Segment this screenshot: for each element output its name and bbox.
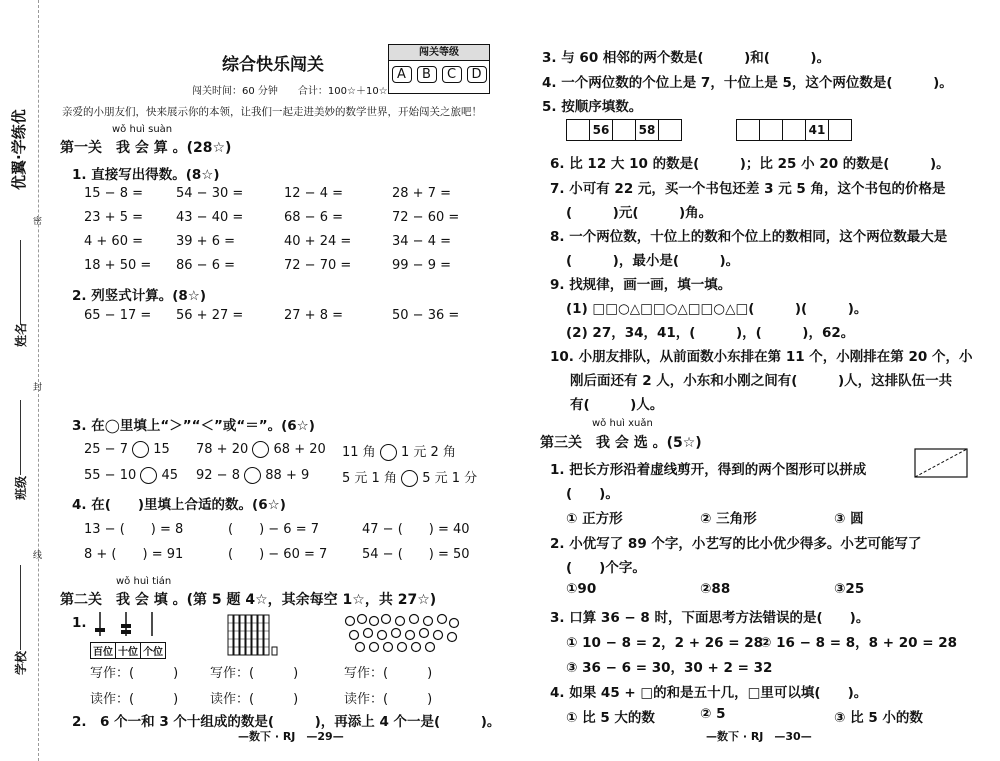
sec2-q9-2: (2) 27，34，41，( )，( )，62。 — [566, 325, 855, 341]
seal-mark-2: 封 — [33, 383, 43, 393]
sec2-q7-line1: 7. 小可有 22 元，买一个书包还差 3 元 5 角，这个书包的价格是 — [550, 181, 946, 197]
footer-right: —数下 · RJ —30— — [706, 730, 812, 743]
sec1-q4-title: 4. 在( )里填上合适的数。(6☆) — [72, 497, 286, 513]
sec2-q7-line2: ( )元( )角。 — [566, 205, 713, 221]
calc-item: 39 + 6 = — [176, 234, 235, 249]
calc-item: 23 + 5 = — [84, 210, 143, 225]
rank-star-b[interactable]: B — [417, 66, 437, 83]
calc-item: 12 − 4 = — [284, 186, 343, 201]
name-label: 姓名 — [14, 322, 28, 347]
seq-cell[interactable] — [736, 119, 760, 141]
read-blank[interactable]: 读作：( ) — [210, 692, 299, 707]
sec2-q1-num: 1. — [72, 615, 87, 631]
rectangle-figure — [914, 448, 968, 482]
rank-star-c[interactable]: C — [442, 66, 462, 83]
sec2-q10-line2: 刚后面还有 2 人，小东和小刚之间有( )人，这排队伍一共 — [570, 373, 953, 389]
class-blank[interactable] — [20, 400, 21, 475]
time-score-meta: 闯关时间：60 分钟 合计：100☆＋10☆ — [192, 86, 388, 97]
read-blank[interactable]: 读作：( ) — [90, 692, 179, 707]
compare-circle[interactable] — [252, 441, 269, 458]
seq-cell[interactable]: 56 — [589, 119, 613, 141]
sec1-pinyin: wǒ huì suàn — [112, 124, 173, 135]
sec2-q10-line3: 有( )人。 — [570, 397, 664, 413]
calc-item: 28 + 7 = — [392, 186, 451, 201]
calc-item: 34 − 4 = — [392, 234, 451, 249]
option-item[interactable]: ③ 圆 — [834, 511, 864, 527]
footer-left: —数下 · RJ —29— — [238, 730, 344, 743]
seq-cell[interactable] — [782, 119, 806, 141]
seq-cell[interactable] — [566, 119, 590, 141]
option-item[interactable]: ① 10 − 8 = 2，2 + 26 = 28 — [566, 635, 764, 651]
fill-item: ( ) − 60 = 7 — [228, 547, 328, 562]
seq-cell[interactable]: 41 — [805, 119, 829, 141]
sec2-q6: 6. 比 12 大 10 的数是( )；比 25 小 20 的数是( )。 — [550, 156, 950, 172]
calc-item: 72 − 70 = — [284, 258, 352, 273]
intro-text: 亲爱的小朋友们，快来展示你的本领，让我们一起走进美妙的数学世界，开始闯关之旅吧！ — [62, 106, 482, 118]
sec2-q9: 9. 找规律，画一画，填一填。 — [550, 277, 732, 293]
calc-item: 99 − 9 = — [392, 258, 451, 273]
brand-logo: 优翼·学练优 — [10, 109, 28, 190]
abacus-icon — [90, 612, 164, 638]
page-title: 综合快乐闯关 — [222, 55, 324, 75]
counting-cubes-figure — [226, 613, 280, 661]
rank-star-d[interactable]: D — [467, 66, 487, 83]
compare-right: 5 元 1 分 — [422, 471, 478, 486]
compare-item — [84, 441, 170, 458]
rank-star-a[interactable]: A — [392, 66, 412, 83]
seq-cell[interactable] — [759, 119, 783, 141]
sec2-q9-1: (1) □□○△□□○△□□○△□( )( )。 — [566, 301, 868, 317]
sec2-q5: 5. 按顺序填数。 — [542, 99, 643, 115]
option-item[interactable]: ②88 — [700, 581, 731, 597]
cubes-icon — [226, 613, 280, 657]
school-label: 学校 — [14, 650, 28, 675]
option-item[interactable]: ①90 — [566, 581, 597, 597]
compare-right: 45 — [161, 468, 179, 483]
compare-left: 5 元 1 角 — [342, 471, 397, 486]
compare-left: 55 − 10 — [84, 468, 137, 483]
compare-right: 1 元 2 角 — [400, 445, 456, 460]
sec1-q3-title: 3. 在◯里填上“＞”“＜”或“＝”。(6☆) — [72, 418, 315, 434]
vertical-calc-item: 27 + 8 = — [284, 308, 343, 323]
fill-item: 54 − ( ) = 50 — [362, 547, 470, 562]
sec3-q2-line1: 2. 小优写了 89 个字，小艺写的比小优少得多。小艺可能写了 — [550, 536, 922, 552]
calc-item: 72 − 60 = — [392, 210, 460, 225]
sec3-pinyin: wǒ huì xuǎn — [592, 418, 653, 429]
sec2-q8-line1: 8. 一个两位数，十位上的数和个位上的数相同，这个两位数最大是 — [550, 229, 948, 245]
write-blank[interactable]: 写作：( ) — [90, 666, 179, 681]
school-blank[interactable] — [20, 565, 21, 650]
calc-item: 18 + 50 = — [84, 258, 152, 273]
fill-item: ( ) − 6 = 7 — [228, 522, 320, 537]
sec3-q3: 3. 口算 36 − 8 时，下面思考方法错误的是( )。 — [550, 610, 870, 626]
fill-item: 13 − ( ) = 8 — [84, 522, 184, 537]
compare-right: 88 + 9 — [265, 468, 310, 483]
sec3-q2-line2: ( )个字。 — [566, 560, 646, 576]
vertical-calc-item: 65 − 17 = — [84, 308, 152, 323]
sec3-q1-line1: 1. 把长方形沿着虚线剪开，得到的两个图形可以拼成 — [550, 462, 867, 478]
option-item[interactable]: ② 16 − 8 = 8，8 + 20 = 28 — [760, 635, 958, 651]
vertical-calc-item: 50 − 36 = — [392, 308, 460, 323]
sec2-q4: 4. 一个两位数的个位上是 7，十位上是 5，这个两位数是( )。 — [542, 75, 953, 91]
sec3-title: 第三关 我 会 选 。(5☆) — [540, 435, 702, 451]
circles-icon — [344, 613, 464, 653]
name-blank[interactable] — [20, 240, 21, 325]
option-item[interactable]: ① 比 5 大的数 — [566, 710, 655, 726]
calc-item: 86 − 6 = — [176, 258, 235, 273]
calc-item: 54 − 30 = — [176, 186, 244, 201]
calc-item: 4 + 60 = — [84, 234, 143, 249]
sec1-q1-title: 1. 直接写出得数。(8☆) — [72, 167, 220, 183]
rectangle-dashed-icon — [914, 448, 968, 478]
compare-item — [196, 441, 326, 458]
compare-item — [84, 467, 178, 484]
compare-left: 25 − 7 — [84, 442, 128, 457]
seq-cell[interactable]: 58 — [635, 119, 659, 141]
fill-item: 47 − ( ) = 40 — [362, 522, 470, 537]
seq-cell[interactable] — [612, 119, 636, 141]
compare-left: 92 − 8 — [196, 468, 240, 483]
sec2-q8-line2: ( )，最小是( )。 — [566, 253, 740, 269]
rank-label: 闯关等级 — [389, 45, 489, 61]
option-item[interactable]: ② 三角形 — [700, 511, 757, 527]
abacus-figure — [90, 612, 166, 659]
write-blank[interactable]: 写作：( ) — [344, 666, 433, 681]
option-item[interactable]: ② 5 — [700, 706, 726, 722]
vertical-calc-item: 56 + 27 = — [176, 308, 244, 323]
sequence-boxes-1 — [566, 119, 681, 141]
compare-right: 68 + 20 — [273, 442, 326, 457]
calc-item: 68 − 6 = — [284, 210, 343, 225]
write-blank[interactable]: 写作：( ) — [210, 666, 299, 681]
compare-right: 15 — [153, 442, 170, 457]
compare-item — [196, 467, 309, 484]
compare-circle[interactable] — [380, 444, 397, 461]
compare-item — [342, 467, 477, 487]
sec1-q2-title: 2. 列竖式计算。(8☆) — [72, 288, 207, 304]
compare-circle[interactable] — [401, 470, 418, 487]
abacus-label: 百位 — [90, 642, 116, 659]
seal-mark-1: 密 — [33, 217, 43, 227]
option-item[interactable]: ① 正方形 — [566, 511, 623, 527]
compare-circle[interactable] — [132, 441, 149, 458]
seq-cell[interactable] — [828, 119, 852, 141]
abacus-label: 个位 — [141, 642, 166, 659]
read-blank[interactable]: 读作：( ) — [344, 692, 433, 707]
calc-item: 15 − 8 = — [84, 186, 143, 201]
counting-circles-figure — [344, 613, 464, 657]
compare-left: 11 角 — [342, 445, 376, 460]
calc-item: 43 − 40 = — [176, 210, 244, 225]
option-item[interactable]: ③25 — [834, 581, 865, 597]
sec3-q4: 4. 如果 45 + □的和是五十几，□里可以填( )。 — [550, 685, 868, 701]
compare-item — [342, 441, 456, 461]
seq-cell[interactable] — [658, 119, 682, 141]
compare-circle[interactable] — [140, 467, 157, 484]
seal-mark-3: 线 — [33, 551, 43, 561]
rank-box — [388, 44, 490, 94]
sec3-q1-line2: ( )。 — [566, 486, 619, 502]
sec1-title: 第一关 我 会 算 。(28☆) — [60, 140, 232, 156]
fill-item: 8 + ( ) = 91 — [84, 547, 184, 562]
abacus-label: 十位 — [116, 642, 141, 659]
compare-left: 78 + 20 — [196, 442, 249, 457]
compare-circle[interactable] — [244, 467, 261, 484]
sec2-q2: 2. 6 个一和 3 个十组成的数是( )，再添上 4 个一是( )。 — [72, 714, 501, 730]
sec2-title: 第二关 我 会 填 。(第 5 题 4☆，其余每空 1☆，共 27☆) — [60, 592, 437, 608]
sec2-pinyin: wǒ huì tián — [116, 576, 172, 587]
calc-item: 40 + 24 = — [284, 234, 352, 249]
sequence-boxes-2 — [736, 119, 851, 141]
option-item[interactable]: ③ 36 − 6 = 30，30 + 2 = 32 — [566, 660, 773, 676]
class-label: 班级 — [14, 475, 28, 500]
sec2-q3: 3. 与 60 相邻的两个数是( )和( )。 — [542, 50, 831, 66]
option-item[interactable]: ③ 比 5 小的数 — [834, 710, 923, 726]
sec2-q10-line1: 10. 小朋友排队，从前面数小东排在第 11 个，小刚排在第 20 个，小 — [550, 349, 973, 365]
